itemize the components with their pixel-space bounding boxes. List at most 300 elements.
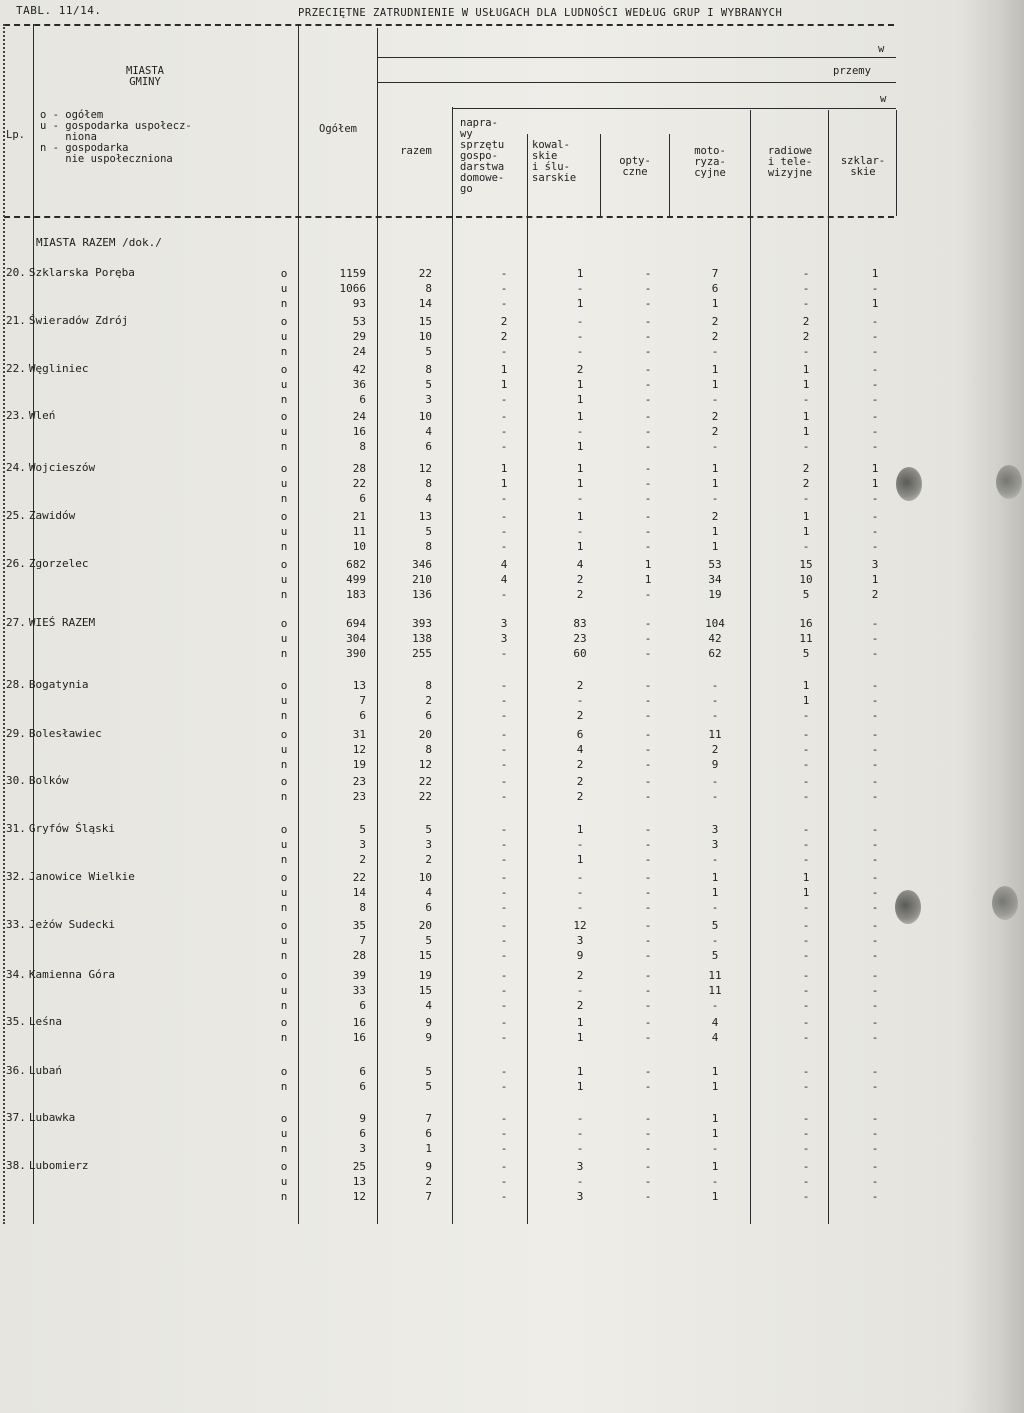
razem-cell: 7 [425,1112,432,1125]
col-header-przemysl: przemy [833,65,871,77]
optyczne-cell: - [644,492,652,505]
optyczne-cell: - [644,540,652,553]
optyczne-cell: - [644,1160,652,1173]
ogolem-cell: 53 [352,315,366,328]
table-row [0,822,900,837]
naprawy-cell: 4 [500,573,508,586]
radiowe-cell: - [802,949,810,962]
razem-cell: 9 [425,1160,432,1173]
razem-cell: 255 [412,647,432,660]
radiowe-cell: - [802,345,810,358]
optyczne-cell: - [644,790,652,803]
table-row [0,539,900,554]
type-cell: o [280,1065,288,1078]
ogolem-cell: 13 [352,679,366,692]
optyczne-cell: - [644,510,652,523]
optyczne-cell: - [644,282,652,295]
type-cell: n [280,901,288,914]
table-row [0,870,900,885]
radiowe-cell: 1 [802,694,810,707]
radiowe-cell: - [802,1080,810,1093]
optyczne-cell: - [644,440,652,453]
radiowe-cell: 10 [799,573,813,586]
radiowe-cell: 15 [799,558,813,571]
kowalskie-cell: 4 [576,558,584,571]
motoryzacyjne-cell: 1 [711,1112,719,1125]
szklarskie-cell: - [871,440,879,453]
szklarskie-cell: - [871,525,879,538]
naprawy-cell: - [500,282,508,295]
motoryzacyjne-cell: 5 [711,949,719,962]
ogolem-cell: 10 [352,540,366,553]
table-row [0,1015,900,1030]
table-row [0,616,900,631]
lp-number: 32. [6,870,26,883]
type-cell: o [280,315,288,328]
motoryzacyjne-cell: 62 [708,647,722,660]
szklarskie-cell: - [871,694,879,707]
motoryzacyjne-cell: 104 [705,617,725,630]
motoryzacyjne-cell: 2 [711,425,719,438]
table-row [0,631,900,646]
unit-name: Bolesławiec [28,727,102,740]
table-row [0,1141,900,1156]
szklarskie-cell: - [871,1175,879,1188]
szklarskie-cell: 1 [871,462,879,475]
kowalskie-cell: - [576,492,584,505]
naprawy-cell: 2 [500,315,508,328]
motoryzacyjne-cell: 1 [711,297,719,310]
szklarskie-cell: - [871,410,879,423]
optyczne-cell: - [644,679,652,692]
razem-cell: 3 [425,393,432,406]
table-row [0,1111,900,1126]
radiowe-cell: - [802,1031,810,1044]
motoryzacyjne-cell: 5 [711,919,719,932]
szklarskie-cell: - [871,984,879,997]
motoryzacyjne-cell: 11 [708,728,722,741]
radiowe-cell: - [802,728,810,741]
type-cell: u [280,694,288,707]
szklarskie-cell: - [871,363,879,376]
razem-cell: 6 [425,901,432,914]
lp-number: 37. [6,1111,26,1124]
optyczne-cell: - [644,949,652,962]
radiowe-cell: - [802,919,810,932]
naprawy-cell: - [500,1080,508,1093]
ogolem-cell: 22 [352,871,366,884]
ogolem-cell: 1066 [339,282,366,295]
table-row [0,491,900,506]
radiowe-cell: - [802,393,810,406]
unit-name: Wleń [28,409,56,422]
type-cell: n [280,492,288,505]
motoryzacyjne-cell: - [711,999,719,1012]
motoryzacyjne-cell: 4 [711,1031,719,1044]
ogolem-cell: 2 [359,853,366,866]
naprawy-cell: - [500,1112,508,1125]
kowalskie-cell: 1 [576,823,584,836]
ogolem-cell: 9 [359,1112,366,1125]
type-cell: o [280,969,288,982]
kowalskie-cell: - [576,838,584,851]
motoryzacyjne-cell: 2 [711,330,719,343]
table-row [0,509,900,524]
optyczne-cell: - [644,853,652,866]
table-row [0,900,900,915]
table-row [0,1189,900,1204]
razem-cell: 2 [425,1175,432,1188]
radiowe-cell: - [802,901,810,914]
ogolem-cell: 3 [359,1142,366,1155]
table-row [0,708,900,723]
razem-cell: 5 [425,823,432,836]
table-row [0,774,900,789]
szklarskie-cell: - [871,1160,879,1173]
col-header-naprawy: napra- wy sprzętu gospo- darstwa domowe- go [460,117,505,195]
optyczne-cell: - [644,871,652,884]
ogolem-cell: 28 [352,462,366,475]
kowalskie-cell: 1 [576,297,584,310]
naprawy-cell: 1 [500,363,508,376]
optyczne-cell: - [644,1190,652,1203]
szklarskie-cell: - [871,999,879,1012]
szklarskie-cell: - [871,790,879,803]
type-cell: n [280,758,288,771]
szklarskie-cell: - [871,838,879,851]
ogolem-cell: 24 [352,345,366,358]
optyczne-cell: - [644,1142,652,1155]
type-cell: n [280,297,288,310]
page-edge-shadow [954,0,1024,1413]
table-row [0,1079,900,1094]
optyczne-cell: - [644,647,652,660]
radiowe-cell: 11 [799,632,813,645]
motoryzacyjne-cell: 53 [708,558,722,571]
radiowe-cell: - [802,758,810,771]
kowalskie-cell: 1 [576,477,584,490]
naprawy-cell: 2 [500,330,508,343]
radiowe-cell: 2 [802,462,810,475]
radiowe-cell: - [802,934,810,947]
header-bottom-rule [4,216,894,218]
razem-cell: 4 [425,492,432,505]
razem-cell: 10 [418,410,432,423]
kowalskie-cell: 1 [576,378,584,391]
col-divider [600,134,601,216]
razem-cell: 8 [425,477,432,490]
razem-cell: 15 [418,315,432,328]
lp-number: 27. [6,616,26,629]
kowalskie-cell: 2 [576,588,584,601]
naprawy-cell: - [500,790,508,803]
table-row [0,314,900,329]
szklarskie-cell: - [871,949,879,962]
table-row [0,344,900,359]
type-cell: o [280,679,288,692]
kowalskie-cell: - [576,282,584,295]
lp-number: 36. [6,1064,26,1077]
radiowe-cell: 2 [802,315,810,328]
col-header-razem: razem [400,145,432,157]
table-row [0,296,900,311]
table-row [0,424,900,439]
naprawy-cell: - [500,1065,508,1078]
szklarskie-cell: - [871,823,879,836]
motoryzacyjne-cell: - [711,790,719,803]
type-cell: o [280,871,288,884]
type-cell: o [280,363,288,376]
legend-text: o - ogółem u - gospodarka uspołecz- niona n - gospodarka nie uspołeczniona [40,109,192,165]
type-cell: u [280,984,288,997]
radiowe-cell: - [802,1175,810,1188]
col-header-radiowe: radiowe i tele- wizyjne [767,145,813,179]
optyczne-cell: - [644,267,652,280]
szklarskie-cell: - [871,1080,879,1093]
naprawy-cell: - [500,743,508,756]
naprawy-cell: - [500,823,508,836]
type-cell: n [280,790,288,803]
kowalskie-cell: - [576,886,584,899]
szklarskie-cell: - [871,617,879,630]
kowalskie-cell: 23 [573,632,587,645]
unit-name: Lubawka [28,1111,76,1124]
motoryzacyjne-cell: 1 [711,525,719,538]
table-row [0,281,900,296]
motoryzacyjne-cell: 1 [711,1127,719,1140]
optyczne-cell: - [644,934,652,947]
motoryzacyjne-cell: - [711,853,719,866]
radiowe-cell: - [802,1065,810,1078]
optyczne-cell: - [644,999,652,1012]
naprawy-cell: - [500,525,508,538]
unit-name: Kamienna Góra [28,968,115,981]
optyczne-cell: - [644,315,652,328]
kowalskie-cell: 2 [576,573,584,586]
motoryzacyjne-cell: 1 [711,462,719,475]
szklarskie-cell: - [871,886,879,899]
type-cell: o [280,1112,288,1125]
type-cell: o [280,728,288,741]
naprawy-cell: - [500,1016,508,1029]
radiowe-cell: 5 [802,588,810,601]
razem-cell: 8 [425,282,432,295]
naprawy-cell: - [500,345,508,358]
kowalskie-cell: 2 [576,969,584,982]
kowalskie-cell: - [576,1112,584,1125]
naprawy-cell: - [500,588,508,601]
ogolem-cell: 183 [346,588,366,601]
ogolem-cell: 23 [352,790,366,803]
type-cell: n [280,1080,288,1093]
ogolem-cell: 6 [359,492,366,505]
szklarskie-cell: - [871,315,879,328]
szklarskie-cell: - [871,492,879,505]
szklarskie-cell: - [871,901,879,914]
naprawy-cell: - [500,949,508,962]
szklarskie-cell: - [871,709,879,722]
optyczne-cell: - [644,588,652,601]
col-divider [669,134,670,216]
motoryzacyjne-cell: - [711,775,719,788]
ogolem-cell: 6 [359,1080,366,1093]
motoryzacyjne-cell: - [711,694,719,707]
radiowe-cell: - [802,540,810,553]
lp-number: 38. [6,1159,26,1172]
table-row [0,918,900,933]
kowalskie-cell: 60 [573,647,587,660]
unit-name: Wojcieszów [28,461,96,474]
kowalskie-cell: 2 [576,679,584,692]
naprawy-cell: - [500,709,508,722]
motoryzacyjne-cell: - [711,393,719,406]
kowalskie-cell: - [576,694,584,707]
motoryzacyjne-cell: - [711,679,719,692]
kowalskie-cell: 1 [576,1031,584,1044]
ogolem-cell: 8 [359,440,366,453]
naprawy-cell: - [500,425,508,438]
header-rule [452,108,896,109]
razem-cell: 8 [425,743,432,756]
kowalskie-cell: 83 [573,617,587,630]
optyczne-cell: - [644,1016,652,1029]
type-cell: n [280,709,288,722]
optyczne-cell: - [644,1031,652,1044]
radiowe-cell: 1 [802,425,810,438]
lp-number: 22. [6,362,26,375]
szklarskie-cell: - [871,1065,879,1078]
szklarskie-cell: - [871,282,879,295]
naprawy-cell: 4 [500,558,508,571]
header-rule [378,82,896,83]
optyczne-cell: - [644,694,652,707]
szklarskie-cell: - [871,1127,879,1140]
razem-cell: 210 [412,573,432,586]
motoryzacyjne-cell: 1 [711,1080,719,1093]
radiowe-cell: - [802,1142,810,1155]
type-cell: n [280,853,288,866]
table-row [0,789,900,804]
optyczne-cell: - [644,728,652,741]
razem-cell: 5 [425,1080,432,1093]
lp-number: 31. [6,822,26,835]
optyczne-cell: - [644,1112,652,1125]
razem-cell: 8 [425,363,432,376]
razem-cell: 5 [425,1065,432,1078]
type-cell: u [280,632,288,645]
col-header-w2: w [880,93,887,105]
motoryzacyjne-cell: 1 [711,886,719,899]
naprawy-cell: - [500,934,508,947]
naprawy-cell: 3 [500,632,508,645]
ogolem-cell: 6 [359,1127,366,1140]
ogolem-cell: 14 [352,886,366,899]
naprawy-cell: - [500,838,508,851]
type-cell: u [280,425,288,438]
kowalskie-cell: - [576,1127,584,1140]
table-row [0,742,900,757]
kowalskie-cell: - [576,901,584,914]
table-row [0,377,900,392]
table-code: TABL. 11/14. [16,4,102,17]
szklarskie-cell: 1 [871,297,879,310]
motoryzacyjne-cell: 9 [711,758,719,771]
razem-cell: 14 [418,297,432,310]
type-cell: n [280,1142,288,1155]
motoryzacyjne-cell: - [711,1175,719,1188]
ogolem-cell: 93 [352,297,366,310]
razem-cell: 8 [425,540,432,553]
naprawy-cell: - [500,694,508,707]
type-cell: u [280,378,288,391]
table-row [0,329,900,344]
razem-cell: 22 [418,790,432,803]
radiowe-cell: 1 [802,378,810,391]
col-divider [896,110,897,216]
naprawy-cell: - [500,297,508,310]
table-row [0,266,900,281]
optyczne-cell: - [644,775,652,788]
ogolem-cell: 28 [352,949,366,962]
type-cell: u [280,573,288,586]
szklarskie-cell: - [871,934,879,947]
radiowe-cell: - [802,1160,810,1173]
table-row [0,409,900,424]
optyczne-cell: - [644,886,652,899]
optyczne-cell: - [644,758,652,771]
radiowe-cell: - [802,1190,810,1203]
kowalskie-cell: - [576,425,584,438]
kowalskie-cell: 9 [576,949,584,962]
ogolem-cell: 31 [352,728,366,741]
razem-cell: 20 [418,728,432,741]
szklarskie-cell: - [871,1190,879,1203]
szklarskie-cell: 1 [871,477,879,490]
motoryzacyjne-cell: 1 [711,1160,719,1173]
header-top-rule [4,24,894,26]
type-cell: o [280,1160,288,1173]
motoryzacyjne-cell: 3 [711,823,719,836]
radiowe-cell: 1 [802,510,810,523]
razem-cell: 9 [425,1031,432,1044]
type-cell: u [280,1127,288,1140]
naprawy-cell: - [500,510,508,523]
ogolem-cell: 16 [352,1031,366,1044]
optyczne-cell: - [644,410,652,423]
motoryzacyjne-cell: 1 [711,871,719,884]
ogolem-cell: 3 [359,838,366,851]
naprawy-cell: - [500,919,508,932]
motoryzacyjne-cell: - [711,492,719,505]
naprawy-cell: - [500,540,508,553]
naprawy-cell: - [500,886,508,899]
motoryzacyjne-cell: 3 [711,838,719,851]
optyczne-cell: - [644,297,652,310]
type-cell: n [280,540,288,553]
optyczne-cell: - [644,462,652,475]
punch-hole [996,465,1022,499]
type-cell: n [280,1031,288,1044]
razem-cell: 2 [425,694,432,707]
szklarskie-cell: - [871,775,879,788]
ogolem-cell: 36 [352,378,366,391]
razem-cell: 22 [418,775,432,788]
optyczne-cell: - [644,330,652,343]
kowalskie-cell: - [576,525,584,538]
naprawy-cell: - [500,647,508,660]
table-row [0,727,900,742]
szklarskie-cell: 3 [871,558,879,571]
